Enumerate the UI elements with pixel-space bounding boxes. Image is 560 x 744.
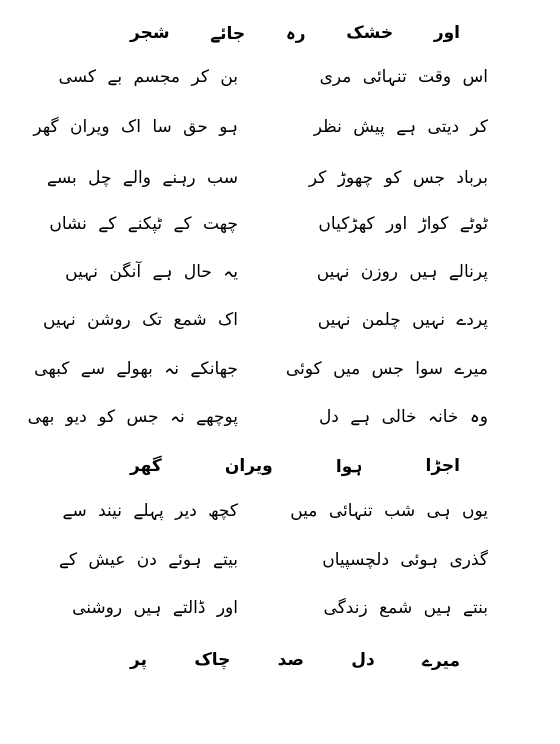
verse-right-hemistich: گذری ہوئی دلچسپیاں [322,550,488,570]
verse-left-hemistich: اک شمع تک روشن نہیں [43,310,238,330]
heading-word: چاک [194,650,231,670]
heading-word: پر [130,650,148,670]
verse-right-hemistich: برباد جس کو چھوڑ کر [308,168,488,188]
verse-left-hemistich: اور ڈالتے ہیں روشنی [72,598,238,618]
heading-word: اجڑا [425,456,460,476]
verse-left-hemistich: کچھ دیر پہلے نیند سے [62,501,238,521]
verse-line [0,354,560,384]
heading-word: اور [433,23,460,43]
verse-line [0,163,560,193]
heading-word: رہ [285,23,306,44]
verse-left-hemistich: پوچھے نہ جس کو دیو بھی [27,407,238,427]
verse-line [0,62,560,92]
heading-line-3 [130,645,460,675]
verse-left-hemistich: بن کر مجسم بے کسی [58,67,238,87]
verse-line [0,257,560,287]
verse-line [0,402,560,432]
verse-left-hemistich: جھانکے نہ بھولے سے کبھی [34,359,238,379]
heading-word: میرے [421,650,460,671]
verse-right-hemistich: ٹوٹے کواڑ اور کھڑکیاں [318,214,488,234]
verse-line [0,305,560,335]
heading-word: خشک [346,23,394,43]
heading-word: ویران [224,456,273,476]
verse-left-hemistich: یہ حال ہے آنگن نہیں [65,262,238,282]
verse-line [0,545,560,575]
verse-right-hemistich: وہ خانہ خالی ہے دل [318,407,488,427]
verse-right-hemistich: پرنالے ہیں روزن نہیں [316,262,488,282]
verse-right-hemistich: میرے سوا جس میں کوئی [285,359,488,379]
verse-left-hemistich: بیتے ہوئے دن عیش کے [58,550,238,570]
verse-right-hemistich: یوں ہی شب تنہائی میں [290,501,488,521]
verse-right-hemistich: بنتے ہیں شمع زندگی [323,598,488,618]
verse-right-hemistich: اس وقت تنہائی مری [319,67,488,87]
heading-line-1 [130,18,460,48]
heading-word: ہوا [335,456,363,477]
verse-line [0,593,560,623]
heading-word: جائے [210,23,246,44]
heading-line-2 [130,451,460,481]
heading-word: صد [277,650,304,670]
heading-word: دل [351,650,375,670]
verse-left-hemistich: ہو حق سا اک ویران گھر [33,117,238,137]
verse-line [0,112,560,142]
verse-line [0,209,560,239]
verse-left-hemistich: سب رہنے والے چل بسے [46,168,238,188]
heading-word: شجر [130,23,170,43]
verse-left-hemistich: چھت کے ٹپکنے کے نشاں [49,214,238,234]
verse-right-hemistich: کر دیتی ہے پیش نظر [313,117,488,137]
heading-word: گھر [130,456,162,476]
verse-line [0,496,560,526]
verse-right-hemistich: پردے نہیں چلمن نہیں [317,310,488,330]
